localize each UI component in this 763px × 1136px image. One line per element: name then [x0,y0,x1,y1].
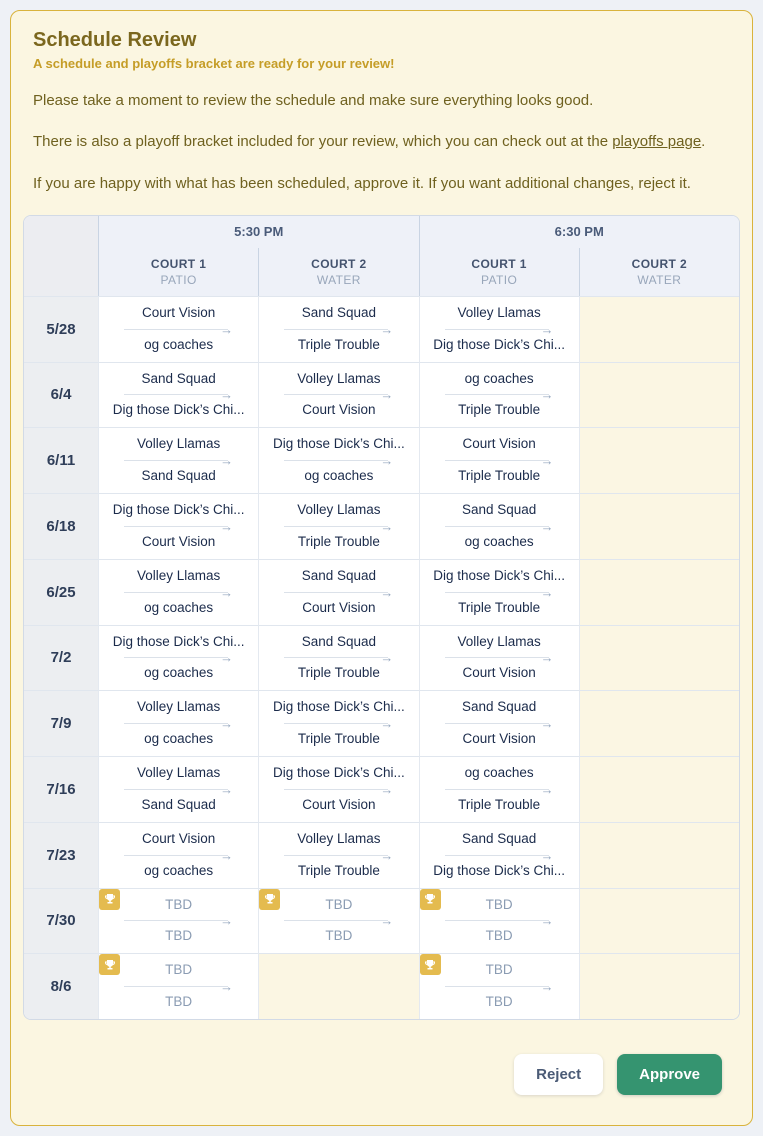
time-header-630: 6:30 PM [419,216,740,248]
trophy-icon [99,954,120,975]
time-header-row [24,216,739,248]
arrow-right-icon: → [445,718,554,729]
home-team: TBD [325,896,353,912]
home-team: Volley Llamas [297,830,381,846]
home-team: TBD [165,896,193,912]
schedule-row [24,756,739,822]
away-team: og coaches [144,731,214,747]
schedule-table [23,215,740,1020]
match-cell [258,296,418,362]
home-team: Volley Llamas [136,436,221,452]
court-header-4: COURT 2 WATER [579,248,739,296]
away-team: TBD [165,994,193,1010]
page-subtitle: A schedule and playoffs bracket are ready for your review! [33,56,395,71]
away-team: Dig those Dick’s Chi... [112,402,245,418]
schedule-row [24,427,739,493]
away-team: og coaches [144,599,214,615]
arrow-right-icon: → [445,652,554,663]
schedule-row [24,888,739,954]
match-cell [419,756,579,822]
match-cell [258,362,418,428]
arrow-right-icon: → [124,718,233,729]
arrow-right-icon: → [445,587,554,598]
arrow-right-icon: → [284,718,393,729]
away-team: og coaches [304,468,374,484]
match-cell [419,362,579,428]
schedule-row [24,625,739,691]
home-team: TBD [165,962,193,978]
match-cell [419,559,579,625]
empty-slot [579,756,739,822]
corner-cell [24,216,98,248]
home-team: Court Vision [141,830,216,846]
home-team: TBD [485,896,513,912]
home-team: Dig those Dick’s Chi... [112,633,245,649]
playoffs-text-before: There is also a playoff bracket included for your review, which you can check out at the [33,133,613,151]
empty-slot [579,427,739,493]
date-cell: 7/30 [24,888,98,954]
away-team: Court Vision [141,533,216,549]
arrow-right-icon: → [284,784,393,795]
match-cell [98,625,258,691]
home-team: Sand Squad [301,633,377,649]
home-team: TBD [485,962,513,978]
away-team: Triple Trouble [458,468,541,484]
arrow-right-icon: → [445,521,554,532]
home-team: Volley Llamas [136,765,221,780]
match-cell [419,625,579,691]
away-team: Court Vision [462,731,536,747]
away-team: og coaches [144,336,214,352]
arrow-right-icon: → [445,455,554,466]
match-cell [98,822,258,888]
arrow-right-icon: → [124,587,233,598]
away-team: TBD [485,994,513,1010]
court-header-2: COURT 2 WATER [258,248,418,296]
away-team: Sand Squad [141,796,216,812]
arrow-right-icon: → [124,324,233,335]
home-team: Dig those Dick’s Chi... [112,502,245,517]
arrow-right-icon: → [445,389,554,400]
away-team: Triple Trouble [297,862,380,878]
arrow-right-icon: → [284,455,393,466]
match-cell [419,493,579,559]
schedule-row [24,493,739,559]
reject-button[interactable]: Reject [514,1054,603,1095]
schedule-row [24,690,739,756]
away-team: Court Vision [462,665,536,681]
empty-slot [579,953,739,1019]
playoff-match-cell [98,953,258,1019]
match-cell [98,559,258,625]
match-cell [419,427,579,493]
date-cell: 7/16 [24,756,98,822]
arrow-right-icon: → [445,915,554,926]
arrow-right-icon: → [284,915,393,926]
date-cell: 5/28 [24,296,98,362]
intro-paragraph: Please take a moment to review the schedule and make sure everything looks good. [33,92,594,109]
away-team: Sand Squad [141,468,216,484]
court-header-3: COURT 1 PATIO [419,248,579,296]
home-team: Sand Squad [461,502,537,517]
trophy-icon [259,889,280,910]
match-cell [258,690,418,756]
trophy-icon [420,889,441,910]
arrow-right-icon: → [284,652,393,663]
trophy-icon [420,954,441,975]
arrow-right-icon: → [284,521,393,532]
schedule-row [24,822,739,888]
away-team: Triple Trouble [297,731,380,747]
match-cell [258,559,418,625]
match-cell [419,690,579,756]
empty-slot [579,493,739,559]
home-team: Dig those Dick’s Chi... [272,765,405,780]
match-cell [98,493,258,559]
action-buttons [23,1054,722,1095]
away-team: og coaches [144,862,214,878]
away-team: Court Vision [302,599,376,615]
away-team: Triple Trouble [458,796,541,812]
playoff-match-cell [98,888,258,954]
match-cell [98,756,258,822]
home-team: Sand Squad [301,304,377,320]
arrow-right-icon: → [124,784,233,795]
away-team: TBD [325,928,353,944]
date-cell: 7/9 [24,690,98,756]
away-team: TBD [485,928,513,944]
away-team: og coaches [144,665,214,681]
home-team: Sand Squad [301,567,377,583]
away-team: Triple Trouble [297,336,380,352]
arrow-right-icon: → [445,784,554,795]
playoff-match-cell [258,888,418,954]
home-team: Sand Squad [141,370,216,386]
away-team: Dig those Dick’s Chi... [433,862,566,878]
playoffs-paragraph [33,132,740,152]
empty-slot [579,822,739,888]
corner-cell [24,248,98,296]
home-team: Court Vision [141,304,216,320]
date-cell: 6/25 [24,559,98,625]
decision-paragraph: If you are happy with what has been scheduled, approve it. If you want additional changes, reject it. [33,174,691,192]
home-team: Dig those Dick’s Chi... [272,436,405,452]
arrow-right-icon: → [124,652,233,663]
home-team: Dig those Dick’s Chi... [433,567,566,583]
home-team: Volley Llamas [297,370,381,386]
schedule-row [24,362,739,428]
empty-slot [579,690,739,756]
match-cell [98,296,258,362]
date-cell: 7/2 [24,625,98,691]
home-team: og coaches [464,370,534,386]
approve-button[interactable]: Approve [617,1054,722,1095]
date-cell: 6/18 [24,493,98,559]
match-cell [419,296,579,362]
match-cell [419,822,579,888]
date-cell: 6/11 [24,427,98,493]
empty-slot [579,296,739,362]
home-team: Sand Squad [461,699,537,715]
arrow-right-icon: → [284,587,393,598]
home-team: Dig those Dick’s Chi... [272,699,405,715]
date-cell: 6/4 [24,362,98,428]
arrow-right-icon: → [124,389,233,400]
match-cell [258,427,418,493]
away-team: Triple Trouble [297,533,380,549]
empty-slot [579,362,739,428]
match-cell [258,756,418,822]
match-cell [98,690,258,756]
date-cell: 8/6 [24,953,98,1019]
playoff-match-cell [419,953,579,1019]
schedule-row [24,559,739,625]
page-title: Schedule Review [33,29,197,51]
playoff-match-cell [419,888,579,954]
arrow-right-icon: → [124,915,233,926]
date-cell: 7/23 [24,822,98,888]
court-header-1: COURT 1 PATIO [98,248,258,296]
arrow-right-icon: → [124,521,233,532]
arrow-right-icon: → [445,850,554,861]
empty-slot [579,559,739,625]
away-team: Triple Trouble [458,402,541,418]
away-team: TBD [165,928,193,944]
home-team: Volley Llamas [457,304,541,320]
arrow-right-icon: → [284,324,393,335]
empty-slot [579,888,739,954]
arrow-right-icon: → [124,455,233,466]
arrow-right-icon: → [124,981,233,992]
playoffs-text-after: . [701,133,706,151]
home-team: Volley Llamas [457,633,541,649]
away-team: Court Vision [302,796,376,812]
empty-slot [258,953,418,1019]
trophy-icon [99,889,120,910]
away-team: Triple Trouble [458,599,541,615]
schedule-row [24,953,739,1019]
away-team: Court Vision [302,402,376,418]
match-cell [98,362,258,428]
away-team: Triple Trouble [297,665,380,681]
schedule-row [24,296,739,362]
arrow-right-icon: → [445,981,554,992]
home-team: Volley Llamas [297,502,381,517]
away-team: Dig those Dick’s Chi... [433,336,566,352]
arrow-right-icon: → [284,389,393,400]
playoffs-page-link[interactable]: playoffs page [612,133,702,151]
time-header-530: 5:30 PM [98,216,419,248]
schedule-review-card [10,10,753,1126]
match-cell [258,493,418,559]
home-team: Sand Squad [461,830,537,846]
away-team: og coaches [464,533,534,549]
home-team: Volley Llamas [136,567,221,583]
match-cell [258,625,418,691]
arrow-right-icon: → [445,324,554,335]
home-team: Volley Llamas [136,699,221,715]
home-team: Court Vision [462,436,536,452]
home-team: og coaches [464,765,534,780]
empty-slot [579,625,739,691]
arrow-right-icon: → [124,850,233,861]
match-cell [258,822,418,888]
arrow-right-icon: → [284,850,393,861]
court-header-row [24,248,739,296]
match-cell [98,427,258,493]
